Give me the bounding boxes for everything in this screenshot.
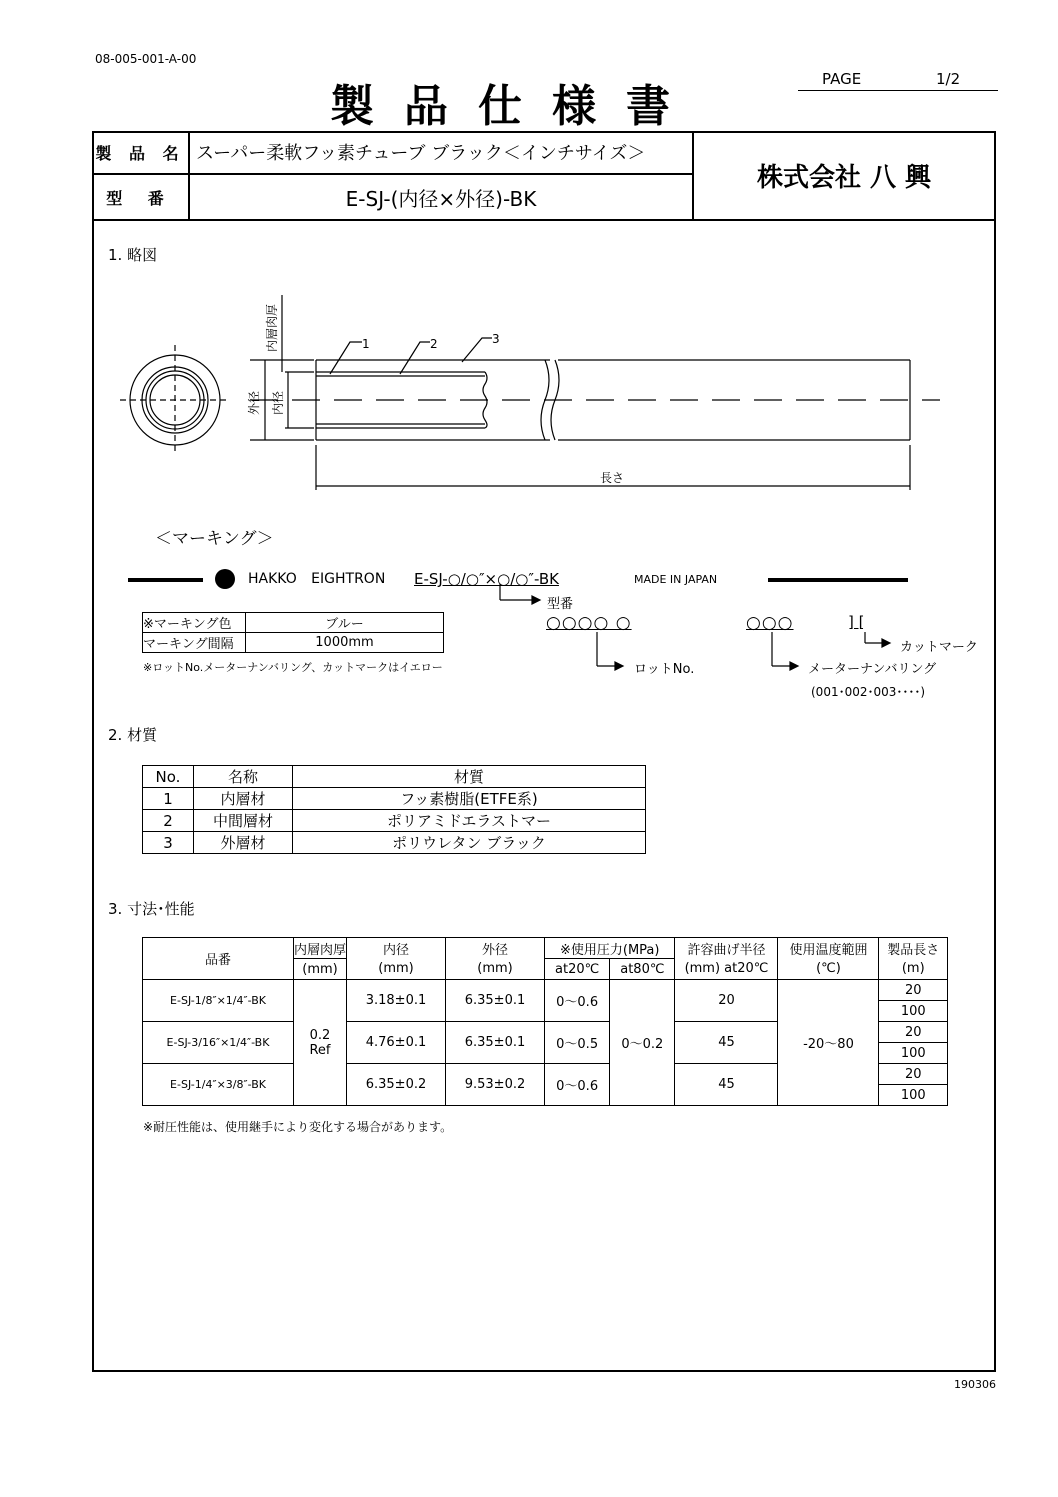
cut-mark-label: カットマーク bbox=[900, 640, 978, 655]
document-number: 08-005-001-A-00 bbox=[95, 52, 197, 66]
header-block bbox=[92, 131, 996, 221]
marking-interval-label: マーキング間隔 bbox=[143, 633, 246, 653]
length: 20 bbox=[879, 980, 948, 1001]
pressure-20: 0～0.5 bbox=[545, 1022, 610, 1064]
h-length-unit: (m) bbox=[879, 959, 948, 980]
label-inner-diameter: 内径 bbox=[271, 390, 285, 415]
col-material: 材質 bbox=[293, 766, 646, 788]
bend-radius: 45 bbox=[675, 1064, 778, 1106]
label-1: 1 bbox=[362, 337, 370, 351]
marking-interval-value: 1000mm bbox=[246, 633, 444, 653]
cell: ポリウレタン ブラック bbox=[293, 832, 646, 854]
length: 100 bbox=[879, 1085, 948, 1106]
h-bend: 許容曲げ半径 bbox=[675, 938, 778, 959]
table-header-row bbox=[143, 938, 948, 959]
page-label: PAGE bbox=[822, 70, 862, 88]
length: 20 bbox=[879, 1022, 948, 1043]
model-number: E-SJ-(内径×外径)-BK bbox=[190, 175, 694, 219]
h-od: 外径 bbox=[446, 938, 545, 959]
pressure-80: 0～0.2 bbox=[610, 980, 675, 1106]
table-row bbox=[143, 788, 646, 810]
marking-table bbox=[142, 612, 444, 653]
thickness-ref: Ref bbox=[309, 1042, 331, 1058]
tube-diagram bbox=[100, 280, 960, 500]
product-name-label: 製 品 名 bbox=[92, 131, 190, 175]
cell: 3 bbox=[143, 832, 194, 854]
outer-diameter: 6.35±0.1 bbox=[446, 980, 545, 1022]
product-name: スーパー柔軟フッ素チューブ ブラック＜インチサイズ＞ bbox=[190, 131, 694, 175]
h-part: 品番 bbox=[143, 938, 294, 980]
company-name: 株式会社 八 興 bbox=[756, 162, 932, 193]
lot-number-label: ロットNo. bbox=[634, 662, 695, 677]
table-row bbox=[143, 980, 948, 1001]
h-temp-unit: (℃) bbox=[778, 959, 879, 980]
marking-made-in: MADE IN JAPAN bbox=[634, 573, 718, 586]
lot-circles: ○○○○ ○ bbox=[546, 613, 632, 633]
label-inner-thickness: 内層肉厚 bbox=[265, 303, 279, 352]
section1-title: 1. 略図 bbox=[108, 246, 158, 264]
inner-diameter: 3.18±0.1 bbox=[347, 980, 446, 1022]
label-outer-diameter: 外径 bbox=[247, 390, 261, 415]
marking-color-value: ブルー bbox=[246, 613, 444, 633]
cut-mark-symbol: ] [ bbox=[848, 613, 865, 631]
h-length: 製品長さ bbox=[879, 938, 948, 959]
meter-circles: ○○○ bbox=[746, 613, 794, 633]
h-bend-unit: (mm) at20℃ bbox=[675, 959, 778, 980]
hakko-logo-icon bbox=[215, 569, 235, 589]
table-header-row bbox=[143, 766, 646, 788]
spec-note: ※耐圧性能は、使用継手により変化する場合があります。 bbox=[143, 1120, 453, 1134]
table-row bbox=[143, 832, 646, 854]
h-thick: 内層肉厚 bbox=[294, 938, 347, 959]
part-number: E-SJ-1/4″×3/8″-BK bbox=[143, 1064, 294, 1106]
bend-radius: 20 bbox=[675, 980, 778, 1022]
h-temp: 使用温度範囲 bbox=[778, 938, 879, 959]
h-od-unit: (mm) bbox=[446, 959, 545, 980]
cell: 中間層材 bbox=[194, 810, 293, 832]
marking-model-label: 型番 bbox=[547, 597, 574, 612]
marking-bar-left bbox=[128, 578, 203, 582]
inner-diameter: 6.35±0.2 bbox=[347, 1064, 446, 1106]
marking-code: E-SJ-○/○″×○/○″-BK bbox=[414, 570, 559, 588]
label-length: 長さ bbox=[600, 471, 625, 485]
model-label: 型 番 bbox=[92, 175, 190, 219]
part-number: E-SJ-1/8″×1/4″-BK bbox=[143, 980, 294, 1022]
pressure-20: 0～0.6 bbox=[545, 980, 610, 1022]
page-indicator bbox=[798, 70, 998, 91]
bend-radius: 45 bbox=[675, 1022, 778, 1064]
pressure-20: 0～0.6 bbox=[545, 1064, 610, 1106]
length: 100 bbox=[879, 1001, 948, 1022]
col-name: 名称 bbox=[194, 766, 293, 788]
thickness-value: 0.2 bbox=[309, 1027, 331, 1043]
spec-table bbox=[142, 937, 948, 1106]
document-title: 製品仕様書 bbox=[330, 81, 700, 132]
part-number: E-SJ-3/16″×1/4″-BK bbox=[143, 1022, 294, 1064]
cell: 内層材 bbox=[194, 788, 293, 810]
materials-table bbox=[142, 765, 646, 854]
section3-title: 3. 寸法･性能 bbox=[108, 900, 195, 918]
table-row bbox=[143, 633, 444, 653]
length: 100 bbox=[879, 1043, 948, 1064]
marking-brand: HAKKO EIGHTRON bbox=[248, 571, 386, 587]
col-no: No. bbox=[143, 766, 194, 788]
temperature-range: -20～80 bbox=[778, 980, 879, 1106]
table-row bbox=[143, 810, 646, 832]
cell: 外層材 bbox=[194, 832, 293, 854]
meter-numbering-label: メーターナンバリング bbox=[808, 662, 937, 677]
footer-code: 190306 bbox=[954, 1378, 996, 1391]
length: 20 bbox=[879, 1064, 948, 1085]
h-press-80: at80℃ bbox=[610, 959, 675, 980]
label-2: 2 bbox=[430, 337, 438, 351]
outer-diameter: 9.53±0.2 bbox=[446, 1064, 545, 1106]
h-pressure: ※使用圧力(MPa) bbox=[545, 938, 675, 959]
h-id: 内径 bbox=[347, 938, 446, 959]
outer-diameter: 6.35±0.1 bbox=[446, 1022, 545, 1064]
marking-title: ＜マーキング＞ bbox=[155, 529, 274, 549]
marking-color-label: ※マーキング色 bbox=[143, 613, 246, 633]
section2-title: 2. 材質 bbox=[108, 726, 158, 744]
label-3: 3 bbox=[492, 332, 500, 346]
cell: 1 bbox=[143, 788, 194, 810]
table-row bbox=[143, 613, 444, 633]
page-value: 1/2 bbox=[936, 70, 961, 88]
cell: 2 bbox=[143, 810, 194, 832]
marking-note: ※ロットNo.メーターナンバリング、カットマークはイエロー bbox=[143, 661, 443, 674]
h-id-unit: (mm) bbox=[347, 959, 446, 980]
h-press-20: at20℃ bbox=[545, 959, 610, 980]
inner-diameter: 4.76±0.1 bbox=[347, 1022, 446, 1064]
cell: フッ素樹脂(ETFE系) bbox=[293, 788, 646, 810]
h-thick-unit: (mm) bbox=[294, 959, 347, 980]
meter-sequence: (001･002･003････) bbox=[811, 685, 926, 699]
thickness-cell bbox=[294, 980, 347, 1106]
cell: ポリアミドエラストマー bbox=[293, 810, 646, 832]
